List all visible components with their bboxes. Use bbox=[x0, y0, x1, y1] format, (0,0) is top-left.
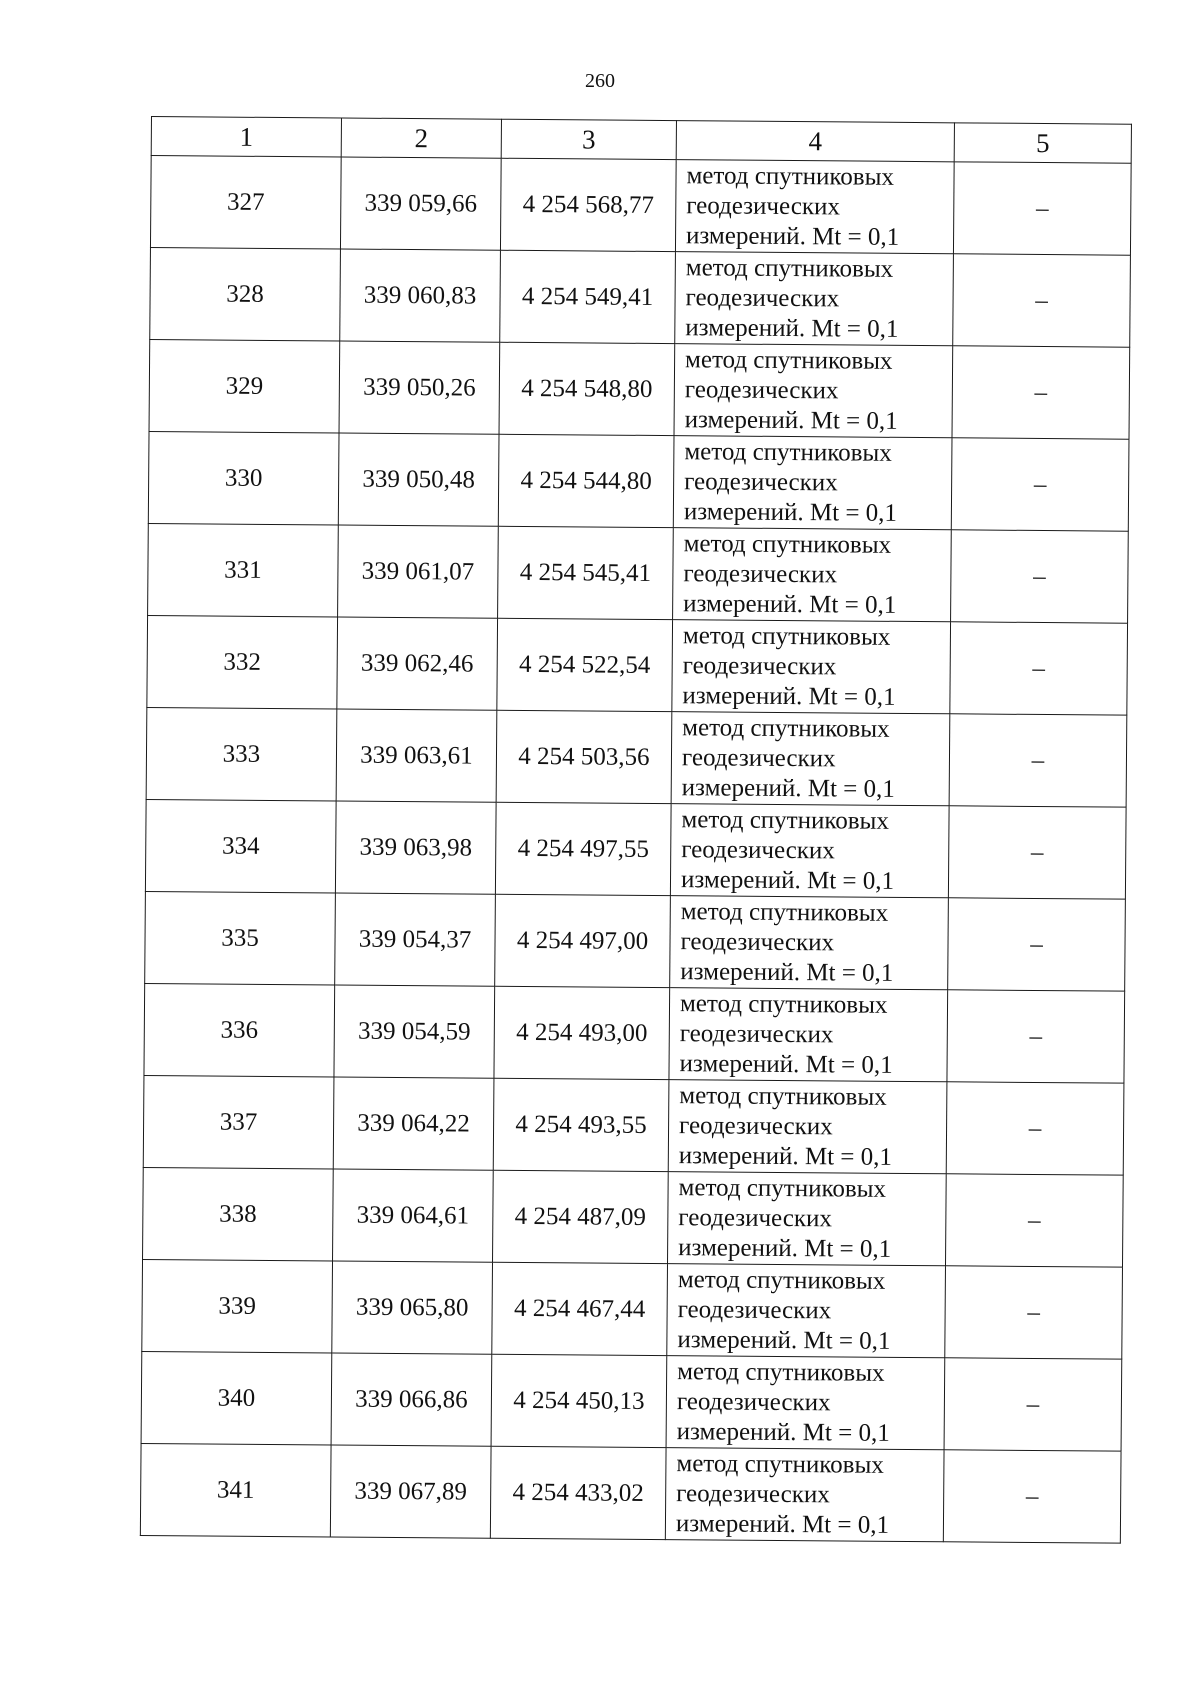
table-row bbox=[142, 1259, 1123, 1359]
table-body bbox=[140, 156, 1131, 1544]
y-coordinate-cell: 4 254 497,55 bbox=[495, 802, 671, 895]
method-line: геодезических bbox=[681, 835, 835, 864]
method-line: геодезических bbox=[676, 1479, 830, 1508]
table-row bbox=[141, 1351, 1122, 1451]
method-line: измерений. Mt = 0,1 bbox=[677, 1325, 891, 1355]
method-line: геодезических bbox=[681, 743, 836, 772]
y-coordinate-cell: 4 254 549,41 bbox=[500, 250, 676, 343]
method-line: метод спутниковых bbox=[683, 529, 892, 559]
note-cell: – bbox=[952, 346, 1130, 439]
note-cell: – bbox=[953, 254, 1131, 347]
note-cell: – bbox=[947, 990, 1125, 1083]
method-cell bbox=[669, 988, 948, 1082]
y-coordinate-cell: 4 254 548,80 bbox=[499, 342, 675, 435]
note-cell: – bbox=[944, 1358, 1122, 1451]
x-coordinate-cell: 339 060,83 bbox=[340, 249, 501, 342]
method-line: измерений. Mt = 0,1 bbox=[682, 681, 896, 711]
point-number-cell: 329 bbox=[149, 339, 340, 432]
point-number-cell: 330 bbox=[148, 431, 339, 524]
method-line: метод спутниковых bbox=[678, 1173, 887, 1203]
note-cell: – bbox=[948, 806, 1126, 899]
method-line: метод спутниковых bbox=[685, 253, 894, 283]
method-line: метод спутниковых bbox=[682, 621, 891, 651]
table-row bbox=[150, 156, 1131, 256]
method-line: геодезических bbox=[678, 1203, 833, 1232]
method-cell bbox=[672, 620, 951, 714]
method-cell bbox=[675, 160, 954, 254]
y-coordinate-cell: 4 254 493,00 bbox=[494, 986, 670, 1079]
method-line: метод спутниковых bbox=[679, 1081, 887, 1111]
x-coordinate-cell: 339 050,48 bbox=[338, 433, 499, 526]
method-line: метод спутниковых bbox=[684, 437, 892, 467]
method-line: метод спутниковых bbox=[677, 1357, 885, 1387]
table-row bbox=[149, 339, 1130, 439]
point-number-cell: 333 bbox=[146, 707, 337, 800]
table-row bbox=[147, 615, 1128, 715]
x-coordinate-cell: 339 066,86 bbox=[331, 1353, 492, 1446]
column-header-4: 4 bbox=[676, 121, 954, 162]
method-cell bbox=[673, 436, 952, 530]
method-line: метод спутниковых bbox=[677, 1265, 886, 1295]
x-coordinate-cell: 339 067,89 bbox=[330, 1445, 491, 1538]
point-number-cell: 337 bbox=[143, 1075, 334, 1168]
method-line: геодезических bbox=[677, 1295, 832, 1324]
method-cell bbox=[670, 804, 949, 898]
point-number-cell: 332 bbox=[147, 615, 338, 708]
x-coordinate-cell: 339 054,37 bbox=[335, 893, 496, 986]
y-coordinate-cell: 4 254 503,56 bbox=[496, 710, 672, 803]
method-line: геодезических bbox=[684, 467, 838, 496]
method-cell bbox=[665, 1448, 944, 1542]
method-line: геодезических bbox=[684, 375, 839, 404]
column-header-3: 3 bbox=[501, 119, 676, 159]
x-coordinate-cell: 339 063,61 bbox=[336, 709, 497, 802]
note-cell: – bbox=[948, 898, 1126, 991]
method-cell bbox=[671, 712, 950, 806]
table-row bbox=[140, 1443, 1121, 1543]
point-number-cell: 341 bbox=[140, 1443, 331, 1536]
note-cell: – bbox=[953, 162, 1131, 255]
method-cell bbox=[674, 344, 953, 438]
note-cell: – bbox=[945, 1174, 1123, 1267]
y-coordinate-cell: 4 254 568,77 bbox=[500, 158, 676, 251]
method-line: метод спутниковых bbox=[679, 989, 888, 1019]
note-cell: – bbox=[950, 622, 1128, 715]
method-line: измерений. Mt = 0,1 bbox=[678, 1233, 892, 1263]
point-number-cell: 340 bbox=[141, 1351, 332, 1444]
method-line: измерений. Mt = 0,1 bbox=[676, 1417, 890, 1447]
point-number-cell: 334 bbox=[145, 799, 336, 892]
method-line: измерений. Mt = 0,1 bbox=[679, 1049, 893, 1079]
y-coordinate-cell: 4 254 450,13 bbox=[491, 1354, 667, 1447]
method-line: метод спутниковых bbox=[681, 805, 889, 835]
method-line: измерений. Mt = 0,1 bbox=[685, 313, 899, 343]
method-line: измерений. Mt = 0,1 bbox=[683, 589, 897, 619]
x-coordinate-cell: 339 065,80 bbox=[332, 1261, 493, 1354]
table-row bbox=[148, 523, 1129, 623]
method-line: метод спутниковых bbox=[682, 713, 890, 743]
method-line: геодезических bbox=[683, 559, 838, 588]
y-coordinate-cell: 4 254 467,44 bbox=[492, 1262, 668, 1355]
method-line: измерений. Mt = 0,1 bbox=[675, 1509, 890, 1539]
table-row bbox=[146, 707, 1127, 807]
method-line: метод спутниковых bbox=[685, 345, 893, 375]
x-coordinate-cell: 339 054,59 bbox=[334, 985, 495, 1078]
note-cell: – bbox=[943, 1450, 1121, 1543]
method-line: метод спутниковых bbox=[676, 1449, 884, 1479]
method-line: метод спутниковых bbox=[686, 161, 895, 191]
column-header-5: 5 bbox=[954, 123, 1131, 163]
method-cell bbox=[667, 1264, 946, 1358]
method-line: геодезических bbox=[682, 651, 837, 680]
method-cell bbox=[675, 252, 954, 346]
page-number: 260 bbox=[585, 70, 615, 92]
column-header-2: 2 bbox=[341, 118, 501, 158]
method-line: измерений. Mt = 0,1 bbox=[684, 405, 898, 435]
table-row bbox=[145, 891, 1126, 991]
coordinates-table bbox=[140, 116, 1132, 1544]
method-line: геодезических bbox=[685, 283, 840, 312]
method-line: геодезических bbox=[679, 1019, 834, 1048]
method-line: геодезических bbox=[678, 1111, 833, 1140]
y-coordinate-cell: 4 254 487,09 bbox=[493, 1170, 669, 1263]
point-number-cell: 335 bbox=[145, 891, 336, 984]
method-cell bbox=[668, 1080, 947, 1174]
method-cell bbox=[673, 528, 952, 622]
method-cell bbox=[668, 1172, 947, 1266]
table-row bbox=[143, 1167, 1124, 1267]
method-line: измерений. Mt = 0,1 bbox=[681, 773, 895, 803]
x-coordinate-cell: 339 064,22 bbox=[333, 1077, 494, 1170]
y-coordinate-cell: 4 254 544,80 bbox=[498, 434, 674, 527]
x-coordinate-cell: 339 062,46 bbox=[337, 617, 498, 710]
method-line: геодезических bbox=[676, 1387, 831, 1416]
x-coordinate-cell: 339 059,66 bbox=[340, 157, 501, 250]
note-cell: – bbox=[946, 1082, 1124, 1175]
x-coordinate-cell: 339 061,07 bbox=[338, 525, 499, 618]
note-cell: – bbox=[951, 438, 1129, 531]
x-coordinate-cell: 339 064,61 bbox=[333, 1169, 494, 1262]
y-coordinate-cell: 4 254 545,41 bbox=[498, 526, 674, 619]
point-number-cell: 336 bbox=[144, 983, 335, 1076]
y-coordinate-cell: 4 254 493,55 bbox=[493, 1078, 669, 1171]
method-line: измерений. Mt = 0,1 bbox=[685, 221, 900, 251]
x-coordinate-cell: 339 050,26 bbox=[339, 341, 500, 434]
method-line: геодезических bbox=[686, 191, 841, 220]
x-coordinate-cell: 339 063,98 bbox=[335, 801, 496, 894]
method-cell bbox=[670, 896, 949, 990]
table-row bbox=[143, 1075, 1124, 1175]
note-cell: – bbox=[945, 1266, 1123, 1359]
table-row bbox=[148, 431, 1129, 531]
method-line: геодезических bbox=[680, 927, 835, 956]
method-line: метод спутниковых bbox=[680, 897, 889, 927]
method-line: измерений. Mt = 0,1 bbox=[680, 957, 894, 987]
point-number-cell: 327 bbox=[150, 156, 341, 249]
table-row bbox=[145, 799, 1126, 899]
note-cell: – bbox=[949, 714, 1127, 807]
method-line: измерений. Mt = 0,1 bbox=[683, 497, 898, 527]
column-header-1: 1 bbox=[151, 117, 341, 157]
table-row bbox=[150, 247, 1131, 347]
point-number-cell: 328 bbox=[150, 247, 341, 340]
y-coordinate-cell: 4 254 497,00 bbox=[495, 894, 671, 987]
y-coordinate-cell: 4 254 522,54 bbox=[497, 618, 673, 711]
point-number-cell: 339 bbox=[142, 1259, 333, 1352]
y-coordinate-cell: 4 254 433,02 bbox=[490, 1446, 666, 1539]
note-cell: – bbox=[951, 530, 1129, 623]
point-number-cell: 331 bbox=[148, 523, 339, 616]
point-number-cell: 338 bbox=[143, 1167, 334, 1260]
table-row bbox=[144, 983, 1125, 1083]
method-line: измерений. Mt = 0,1 bbox=[678, 1141, 893, 1171]
method-line: измерений. Mt = 0,1 bbox=[680, 865, 895, 895]
method-cell bbox=[666, 1356, 945, 1450]
